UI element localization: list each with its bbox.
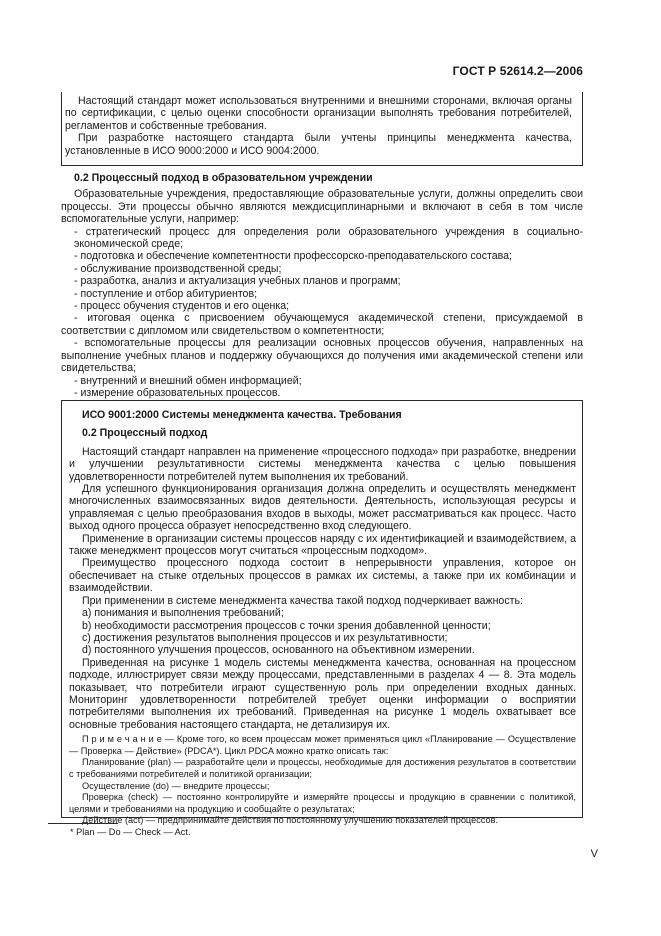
document-id: ГОСТ Р 52614.2—2006 xyxy=(452,64,583,78)
quote-list-item: а) понимания и выполнения требований; xyxy=(82,607,284,620)
footnote: * Plan — Do — Check — Act. xyxy=(70,827,191,837)
quote-list-item: b) необходимости рассмотрения процессов с точки зрения добавленной ценности; xyxy=(82,619,491,632)
note-line: П р и м е ч а н и е — Кроме того, ко всем процессам может применяться цикл «Планирование — Осуществление — Проверка — Действие» (PDCA*). Цикл PDCA можно кратко описать так: xyxy=(69,734,576,756)
list-item: - измерение образовательных процессов. xyxy=(74,386,281,399)
scope-paragraph: При разработке настоящего стандарта были учтены принципы менеджмента качества, установленные в ИСО 9000:2000 и ИСО 9004:2000. xyxy=(65,132,572,157)
list-item: - итоговая оценка с присвоением обучающемуся академической степени, присуждаемой в соответствии с дипломом или свидетельством о компетентности; xyxy=(61,312,583,337)
list-item: - подготовка и обеспечение компетентности профессорско-преподавательского состава; xyxy=(74,250,512,263)
quote-paragraph: При применении в системе менеджмента качества такой подход подчеркивает важность: xyxy=(82,594,523,607)
quote-paragraph: Применение в организации системы процессов наряду с их идентификацией и взаимодействием, а также менеджмент процессов могут считаться «процессным подходом». xyxy=(69,532,576,558)
list-item: - поступление и отбор абитуриентов; xyxy=(74,287,258,300)
list-item: - разработка, анализ и актуализация учебных планов и программ; xyxy=(74,275,401,288)
section-process-approach-education xyxy=(61,172,583,399)
list-item: - вспомогательные процессы для реализации основных процессов обучения, направленных на выполнение учебных планов и поддержку обучающихся до получения ими академической степени или свидетельства; xyxy=(61,337,583,375)
quote-title: ИСО 9001:2000 Системы менеджмента качества. Требования xyxy=(82,409,402,421)
page-number: V xyxy=(590,848,598,860)
section-intro: Образовательные учреждения, предоставляющие образовательные услуги, должны определить свои процессы. Эти процессы обычно являются междисциплинарными и включают в себя в том числе вспомогательные услуги, например: xyxy=(61,188,583,226)
list-item: - процесс обучения студентов и его оценка; xyxy=(74,300,290,313)
quote-subtitle: 0.2 Процессный подход xyxy=(82,427,208,440)
quote-closing: Приведенная на рисунке 1 модель системы менеджмента качества, основанная на процессном подходе, иллюстрирует связи между процессами, представленными в разделах 4 — 8. Эта модель показывает, что потребители играют существенную роль при определении входных данных. Мониторинг удовлетворенности потребителей требует оценки информации о восприятии потребителями выполнения их требований. Приведенная на рисунке 1 модель охватывает все основные требования настоящего стандарта, не детализируя их. xyxy=(69,656,576,731)
list-item: - обслуживание производственной среды; xyxy=(74,262,282,275)
quote-paragraph: Настоящий стандарт направлен на применение «процессного подхода» при разработке, внедрении и улучшении результативности системы менеджмента качества с целью повышения удовлетворенности потребителей путем выполнения их требований. xyxy=(69,445,576,483)
section-heading: 0.2 Процессный подход в образовательном учреждении xyxy=(74,172,373,184)
list-item: - стратегический процесс для определения роли образовательного учреждения в социально-экономической среде; xyxy=(74,225,583,251)
quote-list-item: d) постоянного улучшения процессов, основанного на объективном измерении. xyxy=(82,644,475,657)
quote-list-item: c) достижения результатов выполнения процессов и их результативности; xyxy=(82,631,448,644)
note-line: Проверка (check) — постоянно контролируйте и измеряйте процессы и продукцию в сравнении с политикой, целями и требованиями на продукцию и сообщайте о результатах; xyxy=(69,792,576,814)
list-item: - внутренний и внешний обмен информацией; xyxy=(74,374,302,387)
footnote-rule xyxy=(48,823,118,824)
note-line: Планирование (plan) — разработайте цели и процессы, необходимые для достижения результатов в соответствии с требованиями потребителей и политикой организации; xyxy=(69,757,576,779)
note-line: Действие (act) — предпринимайте действия по постоянному улучшению показателей процессов. xyxy=(82,815,499,826)
note-line: Осуществление (do) — внедрите процессы; xyxy=(82,780,270,791)
scope-box xyxy=(61,92,583,166)
iso-9001-quote-box xyxy=(61,400,583,826)
quote-paragraph: Для успешного функционирования организация должна определить и осуществлять менеджмент многочисленных взаимосвязанных видов деятельности. Деятельность, использующая ресурсы и управляемая с целью преобразования входов в выходы, может рассматриваться как процесс. Часто выход одного процесса образует непосредственно вход следующего. xyxy=(69,483,576,533)
quote-paragraph: Преимущество процессного подхода состоит в непрерывности управления, которое он обеспечивает на стыке отдельных процессов в рамках их системы, а также при их комбинации и взаимодействии. xyxy=(69,557,576,595)
scope-paragraph: Настоящий стандарт может использоваться внутренними и внешними сторонами, включая органы по сертификации, с целью оценки способности организации выполнять требования потребителей, регламентов и собственные требования. xyxy=(65,95,572,132)
quote-note xyxy=(69,734,576,827)
